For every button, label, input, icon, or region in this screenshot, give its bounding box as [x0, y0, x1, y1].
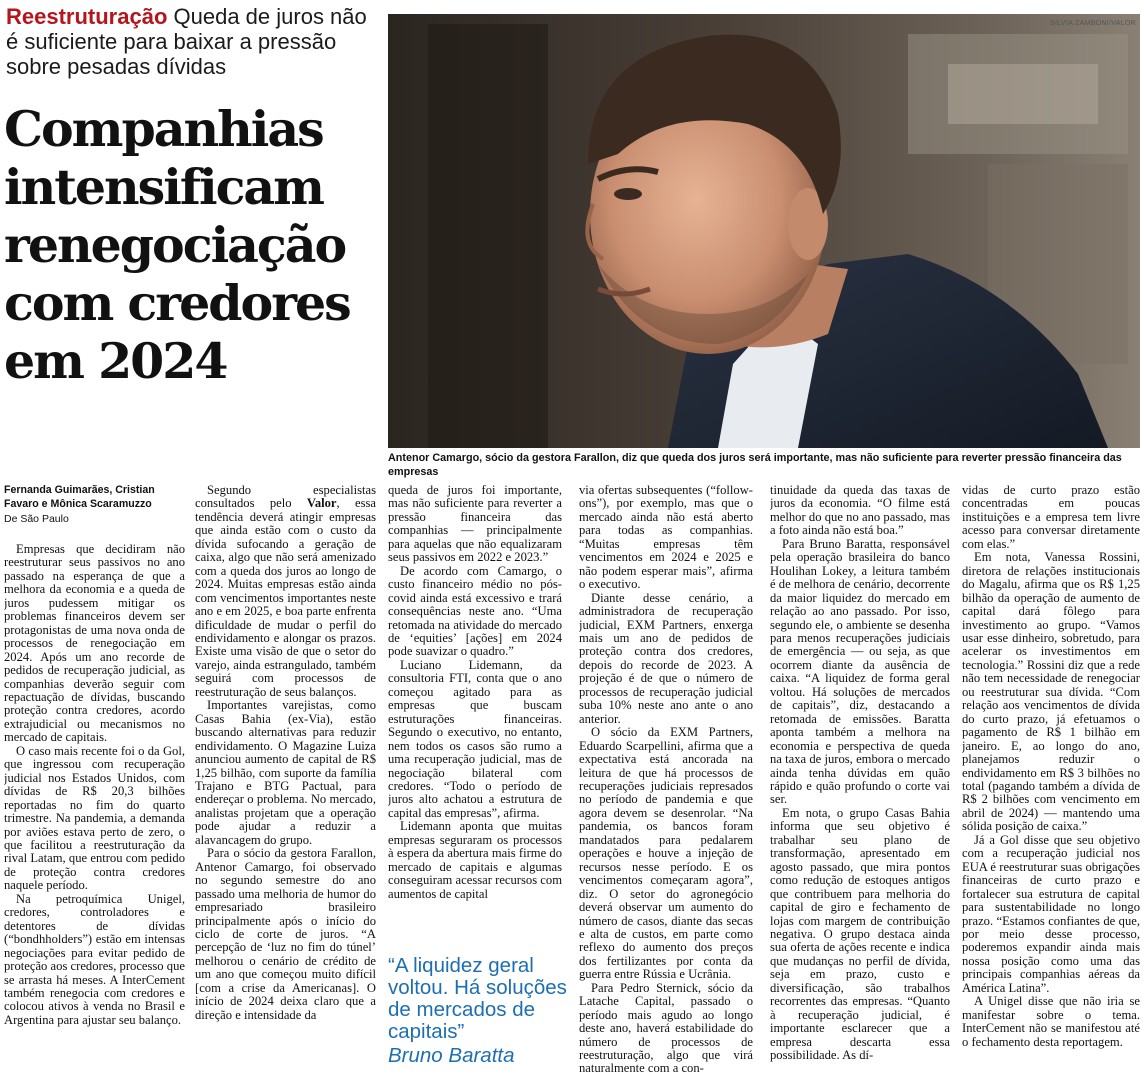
pull-quote — [388, 955, 568, 1067]
paragraph: Em nota, o grupo Casas Bahia informa que seu objetivo é trabalhar seu plano de transformação, apresentado em agosto passado, que mira pontos como redução de estoques antigos que contribuem para melhoria do capital de giro e fechamento de lojas com margem de contribuição negativa. O grupo destaca ainda sua oferta de ações recente e indica que mudanças no perfil de dívida, seja em prazo, custo e diversificação, são trabalhos recorrentes das empresas. “Quanto à recuperação judicial, é importante esclarecer que a empresa descarta essa possibilidade. As dí- — [770, 805, 950, 1063]
photo-credit: SILVIA ZAMBONI/VALOR — [1050, 20, 1136, 27]
article-column-2 — [195, 484, 376, 1081]
paragraph: Para o sócio da gestora Farallon, Antenor Camargo, foi observado no segundo semestre do ano passado uma melhoria de humor do empresariado brasileiro principalmente após o início do ciclo de corte de juros. “A percepção de ‘luz no fim do túnel’ melhorou o cenário de crédito de um ano que começou muito difícil [com a crise da Americanas]. O início de 2024 deixa claro que a direção e intensidade da — [195, 846, 376, 1022]
byline — [4, 484, 186, 526]
portrait-illustration — [388, 14, 1140, 448]
kicker-text: Queda de juros não é suficiente para baixar a pressão sobre pesadas dívidas — [6, 4, 367, 79]
photo-caption: Antenor Camargo, sócio da gestora Farallon, diz que queda dos juros será importante, mas não suficiente para reverter pressão financeira das empresas — [388, 452, 1122, 478]
paragraph: Em nota, Vanessa Rossini, diretora de relações institucionais do Magalu, afirma que os R$ 1,25 bilhão da operação de aumento de capital dará fôlego para investimento ao grupo. “Vamos usar esse dinheiro, sobretudo, para acelerar os investimentos em tecnologia.” Rossini diz que a rede não tem necessidade de renegociar ou reestruturar sua dívida. “Com relação aos vencimentos de dívida do curto prazo, já efetuamos o pagamento de R$ 1 bilhão em janeiro. E, ao longo do ano, planejamos reduzir o endividamento em R$ 3 bilhões no total (pagando também a dívida de R$ 2 bilhões com vencimento em abril de 2024) — mantendo uma sólida posição de caixa.” — [962, 550, 1140, 834]
article-column-1 — [4, 543, 185, 1081]
paragraph: A Unigel disse que não iria se manifestar sobre o tema. InterCement não se manifestou até o fechamento desta reportagem. — [962, 994, 1140, 1049]
paragraph: Luciano Lidemann, da consultoria FTI, conta que o ano começou agitado para as empresas que buscam estruturações financeiras. Segundo o executivo, no entanto, nem todos os casos são rumo a uma recuperação judicial, mas de negociação bilateral com credores. “Todo o período de juros alto achatou a estrutura de capital das empresas”, afirma. — [388, 657, 562, 820]
pull-quote-text: “A liquidez geral voltou. Há soluções de mercados de capitais” — [388, 954, 567, 1043]
publication-name: Valor — [306, 496, 337, 511]
text-run: Segundo especialistas consultados pelo — [195, 484, 376, 511]
paragraph: tinuidade da queda das taxas de juros da economia. “O filme está melhor do que no ano passado, mas a foto ainda não está boa.” — [770, 484, 950, 538]
article-column-4 — [579, 484, 753, 1081]
dateline: De São Paulo — [4, 513, 69, 525]
paragraph: Empresas que decidiram não reestruturar seus passivos no ano passado na esperança de que a melhora da economia e a queda de juros pudessem mitigar os problemas financeiros devem ser protagonistas de uma nova onda de processos de renegociação em 2024. Após um ano recorde de pedidos de recuperação judicial, as companhias deverão seguir com repactuação de dívidas, buscando proteção contra credores, acordo extrajudicial ou mecanismos no mercado de capitais. — [4, 543, 185, 745]
paragraph: O caso mais recente foi o da Gol, que ingressou com recuperação judicial nos Estados Unidos, com dívidas de R$ 20,3 bilhões reportadas no fim do quarto trimestre. Na pandemia, a demanda por aviões estava perto de zero, o que facilitou a reestruturação da rival Latam, que entrou com pedido de proteção contra credores naquele período. — [4, 743, 185, 893]
paragraph: De acordo com Camargo, o custo financeiro médio no pós-covid ainda está excessivo e trará consequências neste ano. “Uma retomada na atividade do mercado de ‘equities’ [ações] em 2024 pode suavizar o quadro.” — [388, 563, 562, 659]
paragraph: via ofertas subsequentes (“follow-ons”), por exemplo, mas que o mercado ainda não está aberto para todas as companhias. “Muitas empresas têm vencimentos em 2024 e 2025 e não podem esperar mais”, afirma o executivo. — [579, 484, 753, 592]
paragraph: O sócio da EXM Partners, Eduardo Scarpellini, afirma que a expectativa está ancorada na leitura de que há processos de recuperações judiciais represados no período de pandemia e que agora devem se desenrolar. “Na pandemia, os bancos foram mandatados para pedalarem operações e houve a injeção de recursos nesse período. E os vencimentos começaram agora”, diz. O setor do agronegócio deverá observar um aumento do número de casos, diante das secas e alta de custos, em parte como reflexo do aumento dos preços dos fertilizantes por conta da guerra entre Rússia e Ucrânia. — [579, 725, 753, 982]
paragraph: Importantes varejistas, como Casas Bahia (ex-Via), estão buscando alternativas para reduzir endividamento. O Magazine Luiza anunciou aumento de capital de R$ 1,25 bilhão, com suporte da família Trajano e BTG Pactual, para endereçar o problema. No mercado, analistas projetam que a operação pode ajudar a reduzir a alavancagem do grupo. — [195, 698, 376, 847]
paragraph: queda de juros foi importante, mas não suficiente para reverter a pressão financeira das companhias — principalmente para aquelas que não equalizaram seus passivos em 2022 e 2023.” — [388, 484, 562, 565]
paragraph: Já a Gol disse que seu objetivo com a recuperação judicial nos EUA é reestruturar suas obrigações financeiras de curto prazo e fortalecer sua estrutura de capital para sustentabilidade no longo prazo. “Estamos confiantes de que, por meio desse processo, poderemos expandir ainda mais nossa posição como uma das principais companhias aéreas da América Latina”. — [962, 832, 1140, 995]
pull-quote-author: Bruno Baratta — [388, 1044, 515, 1067]
paragraph: vidas de curto prazo estão concentradas em poucas instituições e a empresa tem livre acesso para conversar diretamente com elas.” — [962, 484, 1140, 551]
article-photo — [388, 14, 1140, 448]
paragraph — [195, 484, 376, 699]
kicker — [6, 4, 384, 79]
paragraph: Para Bruno Baratta, responsável pela operação brasileira do banco Houlihan Lokey, a leitura também é de melhora de cenário, decorrente da maior liquidez do mercado em relação ao ano passado. Por isso, segundo ele, o ambiente se desenha para menos recuperações judiciais de emergência — ou seja, as que ocorrem diante da ausência de caixa. “A liquidez de forma geral voltou. Há soluções de mercados de capitais”, diz, destacando a retomada de emissões. Baratta aponta também a melhora na economia e perspectiva de queda na taxa de juros, embora o mercado ainda tenha dúvidas em quão rápido e quão profundo o corte vai ser. — [770, 536, 950, 807]
text-run: , essa tendência deverá atingir empresas que ainda estão com o custo da dívida sufocando a geração de caixa, algo que não será amenizado com a queda dos juros ao longo de 2024. Muitas empresas estão ainda com vencimentos importantes neste ano e em 2025, e boa parte enfrenta dificuldade de mudar o perfil do endividamento e alongar os prazos. Existe uma visão de que o setor do varejo, ainda estrangulado, também seguirá com processos de reestruturação de seus balanços. — [195, 496, 376, 699]
paragraph: Lidemann aponta que muitas empresas seguraram os processos à espera da abertura mais firme do mercado de capitais e algumas conseguiram acessar recursos com aumentos de capital — [388, 819, 562, 901]
paragraph: Na petroquímica Unigel, credores, controladores e detentores de dívidas (“bondhholders”) estão em intensas negociações para evitar pedido de proteção aos credores, processo que se arrasta há meses. A InterCement também renegocia com credores e colocou ativos à venda no Brasil e Argentina para ajustar seu balanço. — [4, 891, 185, 1027]
headline: Companhias intensificam renegociação com credores em 2024 — [4, 100, 350, 390]
author-names: Fernanda Guimarães, Cristian Favaro e Mônica Scaramuzzo — [4, 484, 155, 510]
paragraph: Para Pedro Sternick, sócio da Latache Capital, passado o período mais agudo ao longo deste ano, haverá estabilidade do número de processos de reestruturação, algo que virá naturalmente com a con- — [579, 980, 753, 1076]
article-column-5 — [770, 484, 950, 1081]
paragraph: Diante desse cenário, a administradora de recuperação judicial, EXM Partners, enxerga mais um ano de pedidos de proteção contra dos credores, depois do recorde de 2023. A projeção é de que o número de processos de recuperação judicial suba 10% neste ano ante o ano anterior. — [579, 590, 753, 726]
section-tag: Reestruturação — [6, 4, 168, 29]
article-column-3 — [388, 484, 562, 946]
article-column-6 — [962, 484, 1140, 1081]
